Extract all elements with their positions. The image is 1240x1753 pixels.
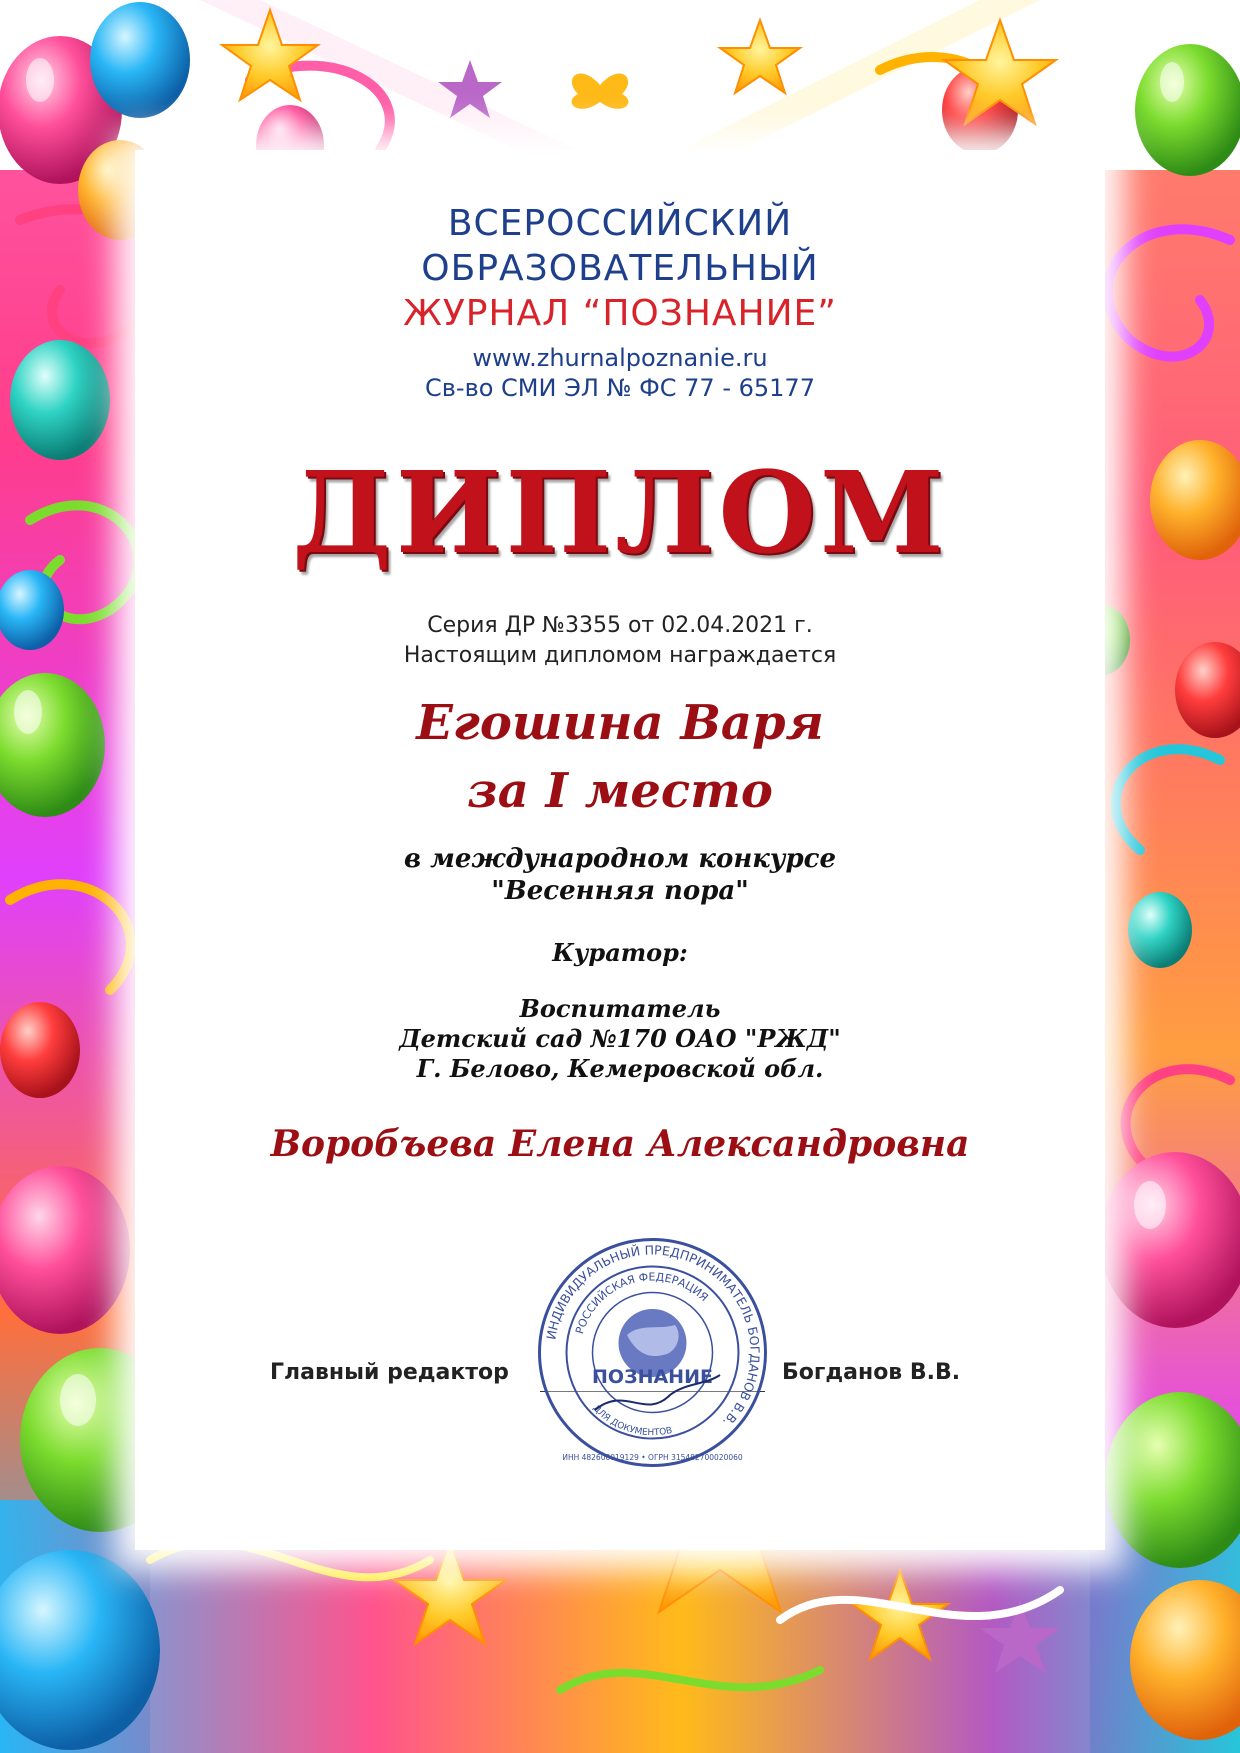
contest-line-1: в международном конкурсе (403, 844, 837, 874)
header-line-3: ЖУРНАЛ “ПОЗНАНИЕ” (403, 293, 837, 334)
contest-name: "Весенняя пора" (491, 876, 749, 906)
stamp-ogrn: ИНН 482600019129 • ОГРН 315482700020060 (562, 1453, 743, 1462)
signature-name: Богданов В.В. (782, 1360, 961, 1385)
curator-organization: Детский сад №170 ОАО "РЖД" (399, 1024, 841, 1053)
curator-name: Воробъева Елена Александровна (270, 1123, 970, 1165)
awarded-text: Настоящим дипломом награждается (403, 643, 837, 668)
stamp-bottom-text: ДЛЯ ДОКУМЕНТОВ (590, 1403, 674, 1439)
stamp-inner-text: РОССИЙСКАЯ ФЕДЕРАЦИЯ (573, 1270, 711, 1336)
stamp-center-text: ПОЗНАНИЕ (592, 1366, 713, 1388)
registration-number: Св-во СМИ ЭЛ № ФС 77 - 65177 (425, 374, 815, 402)
diploma-title: ДИПЛОМ (292, 448, 948, 579)
official-stamp (535, 1235, 770, 1470)
award-place: за I место (467, 763, 773, 819)
stamp-outer-text: ИНДИВИДУАЛЬНЫЙ ПРЕДПРИНИМАТЕЛЬ БОГДАНОВ В.В. (543, 1242, 763, 1430)
curator-city: Г. Белово, Кемеровской обл. (416, 1054, 824, 1083)
curator-position: Воспитатель (519, 994, 721, 1023)
signature-role: Главный редактор (270, 1360, 509, 1385)
awardee-name: Егошина Варя (416, 695, 824, 751)
header-line-2: ОБРАЗОВАТЕЛЬНЫЙ (421, 248, 819, 289)
website-link[interactable]: www.zhurnalpoznanie.ru (472, 344, 768, 372)
series-number: Серия ДР №3355 от 02.04.2021 г. (427, 613, 813, 638)
curator-label: Куратор: (552, 938, 688, 967)
header-line-1: ВСЕРОССИЙСКИЙ (447, 203, 793, 244)
